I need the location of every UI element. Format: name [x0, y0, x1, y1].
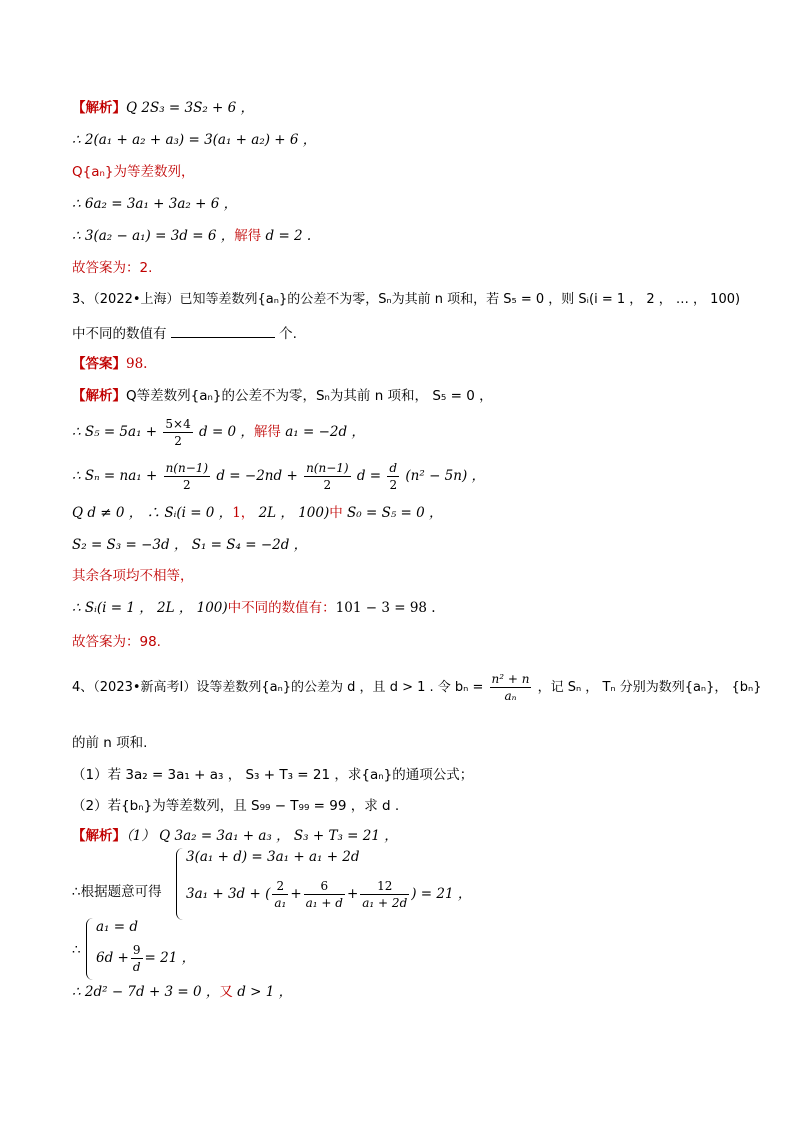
- denominator: 2: [389, 478, 398, 492]
- text: 又: [219, 984, 233, 1000]
- denominator: 2: [183, 478, 191, 492]
- question-text: （2）若{bₙ}为等差数列，且 S₉₉ − T₉₉ = 99 ，求 d .: [72, 798, 400, 814]
- question-3: [72, 290, 740, 310]
- answer-text: 故答案为：98.: [72, 634, 161, 650]
- denominator: 2: [323, 478, 332, 492]
- math-text: d = −2nd +: [216, 468, 298, 484]
- question-4-part-1: [72, 765, 473, 785]
- math-text: ) = 21 ，: [411, 886, 472, 902]
- math-text: +: [346, 886, 359, 902]
- numerator: n² + n: [491, 672, 530, 686]
- q3-analysis-1: [72, 386, 493, 406]
- solution-line-1: [72, 98, 254, 118]
- question-text: 的前 n 项和.: [72, 735, 148, 751]
- answer-blank: [171, 323, 275, 338]
- fraction: [490, 671, 532, 704]
- math-text: ∴ 2d² − 7d + 3 = 0 ，: [72, 984, 220, 1000]
- solution-line-2: [72, 130, 316, 150]
- math-text: +: [290, 886, 302, 902]
- math-text: 6d +: [96, 950, 129, 966]
- answer-text: 故答案为：2.: [72, 260, 153, 276]
- q3-analysis-7: [72, 598, 436, 618]
- fraction: [272, 878, 288, 911]
- numerator: n(n−1): [306, 461, 349, 475]
- answer-line-q3-final: [72, 632, 161, 652]
- question-text: 4、（2023•新高考Ⅰ）设等差数列{aₙ}的公差为 d ，且 d > 1 . 令 bₙ =: [72, 680, 484, 695]
- q3-analysis-6: [72, 566, 194, 586]
- question-text: ，记 Sₙ ， Tₙ 分别为数列{aₙ}， {bₙ}: [537, 680, 762, 695]
- brace-icon: [86, 918, 93, 980]
- analysis-tag: 【解析】: [72, 828, 126, 844]
- q3-analysis-2: [72, 414, 365, 450]
- text: 其余各项均不相等，: [72, 568, 194, 584]
- math-text: 2L ， 100): [254, 505, 330, 521]
- fraction: [304, 878, 345, 911]
- answer-line-q3: [72, 354, 147, 374]
- numerator: 2: [272, 878, 288, 895]
- system-row-1: [186, 848, 360, 866]
- numerator: n(n−1): [165, 461, 209, 475]
- math-text: Q 2S₃ = 3S₂ + 6 ，: [126, 100, 255, 116]
- analysis-tag: 【解析】: [72, 100, 126, 116]
- question-text: 中不同的数值有: [72, 326, 167, 342]
- math-text: ∴: [72, 942, 81, 958]
- math-text: Q{aₙ}为等差数列，: [72, 164, 195, 180]
- question-text: 3、（2022•上海）已知等差数列{aₙ}的公差不为零，Sₙ为其前 n 项和，若 S₅ = 0 ，则 Sᵢ(i = 1 ， 2 ， … ， 100): [72, 292, 741, 307]
- question-text: （1）若 3a₂ = 3a₁ + a₃ ， S₃ + T₃ = 21 ，求{aₙ}的通项公式；: [72, 767, 474, 783]
- math-text: ∴ 2(a₁ + a₂ + a₃) = 3(a₁ + a₂) + 6 ，: [72, 132, 317, 148]
- q4-analysis-4: [72, 982, 292, 1002]
- math-text: ∴ 6a₂ = 3a₁ + 3a₂ + 6 ，: [72, 196, 238, 212]
- fraction: [164, 460, 211, 493]
- q3-analysis-5: [72, 535, 307, 555]
- q3-analysis-4: [72, 503, 443, 523]
- solution-line-3: [72, 162, 194, 182]
- numerator: 6: [304, 878, 345, 895]
- math-text: ∴ Sₙ = na₁ +: [72, 468, 158, 484]
- numerator: 12: [360, 878, 409, 895]
- q4-analysis-3-therefore: [72, 940, 81, 960]
- equation-system-2: [86, 918, 206, 980]
- question-4-part-2: [72, 796, 399, 816]
- analysis-tag: 【解析】: [72, 388, 126, 404]
- math-text: （1） Q 3a₂ = 3a₁ + a₃ ， S₃ + T₃ = 21 ，: [126, 828, 398, 844]
- math-text: d =: [356, 468, 382, 484]
- denominator: a₁: [274, 896, 287, 910]
- fraction: [304, 460, 351, 493]
- math-text: 101 − 3 = 98 .: [335, 600, 436, 616]
- question-4: [72, 668, 762, 708]
- math-text: ∴ S₅ = 5a₁ +: [72, 424, 158, 440]
- text: ∴根据题意可得: [72, 884, 162, 900]
- answer-value: 98.: [126, 356, 148, 372]
- solution-line-4: [72, 194, 237, 214]
- numerator: d: [389, 461, 398, 475]
- answer-tag: 【答案】: [72, 356, 126, 372]
- question-3-cont: [72, 323, 297, 344]
- math-text: a₁ = d: [96, 919, 138, 935]
- math-text: Q d ≠ 0 ， ∴ Sᵢ(i = 0 ，: [72, 505, 233, 521]
- math-text: d = 2 .: [261, 228, 312, 244]
- math-text: (n² − 5n) ，: [405, 468, 486, 484]
- text: 解得: [234, 228, 262, 244]
- text: 解得: [253, 424, 281, 440]
- system-row-2: [96, 940, 195, 976]
- equation-system-1: [176, 848, 472, 920]
- denominator: a₁ + d: [305, 896, 343, 910]
- fraction: [131, 942, 143, 975]
- math-text: = 21 ，: [144, 950, 196, 966]
- math-text: ∴ 3(a₂ − a₁) = 3d = 6 ，: [72, 228, 235, 244]
- text: 中: [329, 505, 343, 521]
- denominator: a₁ + 2d: [362, 896, 408, 910]
- answer-line-q2: [72, 258, 152, 278]
- numerator: 5×4: [165, 417, 191, 431]
- math-text: a₁ = −2d ，: [280, 424, 365, 440]
- system-row-2: [186, 876, 471, 912]
- fraction: [163, 416, 192, 449]
- math-text: ∴ Sᵢ(i = 1 ， 2L ， 100): [72, 600, 228, 616]
- math-text: 3(a₁ + d) = 3a₁ + a₁ + 2d: [186, 849, 360, 865]
- math-text: d > 1 ，: [232, 984, 293, 1000]
- math-text: 3a₁ + 3d + (: [186, 886, 271, 902]
- numerator: 9: [131, 942, 143, 959]
- text: 中不同的数值有：: [227, 600, 336, 616]
- fraction: [387, 460, 399, 493]
- question-text: 个.: [279, 326, 297, 342]
- math-text: S₂ = S₃ = −3d ， S₁ = S₄ = −2d ，: [72, 537, 308, 553]
- question-4-cont: [72, 733, 147, 753]
- denominator: d: [132, 960, 141, 974]
- q3-analysis-3: [72, 458, 485, 494]
- q4-analysis-1: [72, 826, 398, 846]
- math-text: 1，: [232, 505, 255, 521]
- fraction: [360, 878, 409, 911]
- math-text: d = 0 ，: [199, 424, 254, 440]
- q4-analysis-2-label: [72, 882, 162, 902]
- denominator: aₙ: [504, 689, 517, 703]
- system-row-1: [96, 918, 138, 936]
- solution-line-5: [72, 226, 311, 246]
- math-text: Q等差数列{aₙ}的公差不为零，Sₙ为其前 n 项和， S₅ = 0 ，: [126, 388, 493, 404]
- math-text: S₀ = S₅ = 0 ，: [342, 505, 443, 521]
- brace-icon: [176, 848, 183, 920]
- denominator: 2: [174, 434, 182, 448]
